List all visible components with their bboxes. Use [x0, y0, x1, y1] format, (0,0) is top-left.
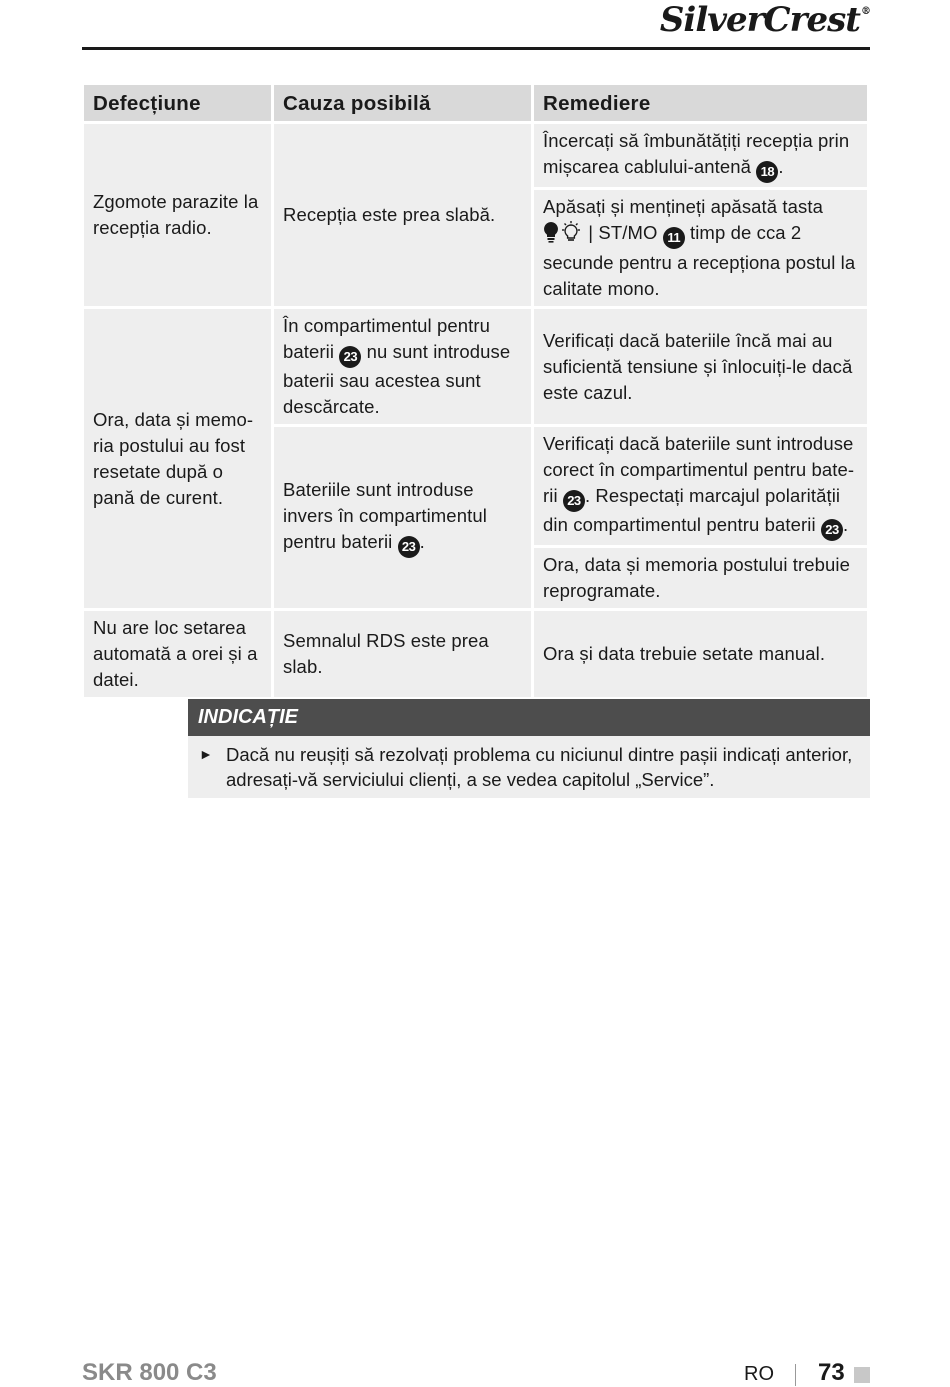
bulb-outline-icon: [559, 221, 583, 250]
footer-separator: [795, 1364, 796, 1386]
footer-model: SKR 800 C3: [82, 1359, 217, 1386]
cause-cell: Recepția este prea slabă.: [274, 124, 531, 306]
ref-number: 23: [563, 490, 585, 512]
key-label: | ST/MO: [588, 222, 658, 243]
ref-number: 23: [821, 519, 843, 541]
fault-cell: Zgomote parazite la recepția radio.: [84, 124, 271, 306]
remedy-cell: Verificați dacă bateriile sunt introduse corect în compartimentul pentru baterii 23 . Respectați marcajul polarității din compartimentul pentru baterii 23 .: [534, 427, 867, 545]
troubleshooting-table: [81, 82, 870, 700]
bulb-filled-icon: [543, 221, 559, 250]
page-marker: [854, 1367, 870, 1383]
cause-cell: Semnalul RDS este prea slab.: [274, 611, 531, 697]
table-row: [84, 611, 867, 697]
bullet-arrow-icon: ►: [199, 746, 213, 762]
page-number: 73: [818, 1359, 845, 1386]
cause-cell: Bateriile sunt introduse invers în compartimentul pentru baterii 23 .: [274, 427, 531, 608]
remedy-cell: Încercați să îmbunătățiți recepția prin mișcarea cablului-antenă 18 .: [534, 124, 867, 187]
header-remedy: Remediere: [534, 85, 867, 121]
note-text: Dacă nu reușiți să rezolvați problema cu niciunul dintre pașii indicați anterior, adresați-vă serviciului clienți, a se vedea capitolul „Service”.: [226, 744, 853, 790]
remedy-cell: Ora, data și memoria postului trebuie reprogramate.: [534, 548, 867, 608]
ref-number: 18: [756, 161, 778, 183]
brand-logo: SilverCrest®: [659, 0, 870, 40]
ref-number: 23: [339, 346, 361, 368]
remedy-cell: Ora și data trebuie setate manual.: [534, 611, 867, 697]
header-rule: [82, 47, 870, 50]
table-row: [84, 309, 867, 424]
note-title: INDICAȚIE: [188, 699, 870, 736]
table-row: [84, 124, 867, 187]
header-cause: Cauza posibilă: [274, 85, 531, 121]
fault-cell: Ora, data și memoria postului au fost resetate după o pană de curent.: [84, 309, 271, 608]
note-body: [188, 736, 870, 798]
ref-number: 11: [663, 227, 685, 249]
fault-cell: Nu are loc setarea automată a orei și a datei.: [84, 611, 271, 697]
cause-cell: În compartimentul pentru baterii 23 nu sunt introduse baterii sau acestea sunt descărcate.: [274, 309, 531, 424]
remedy-cell: Verificați dacă bateriile încă mai au suficientă tensiune și înlocuiți-le dacă este cazul.: [534, 309, 867, 424]
header-fault: Defecțiune: [84, 85, 271, 121]
ref-number: 23: [398, 536, 420, 558]
remedy-cell: Apăsați și mențineți apăsată tasta | ST/MO 11 timp de cca 2 secunde pentru a recepționa postul la calitate mono.: [534, 190, 867, 306]
registered-mark: ®: [861, 6, 870, 17]
footer-language: RO: [744, 1363, 774, 1385]
note-box: [188, 699, 870, 798]
table-header-row: [84, 85, 867, 121]
